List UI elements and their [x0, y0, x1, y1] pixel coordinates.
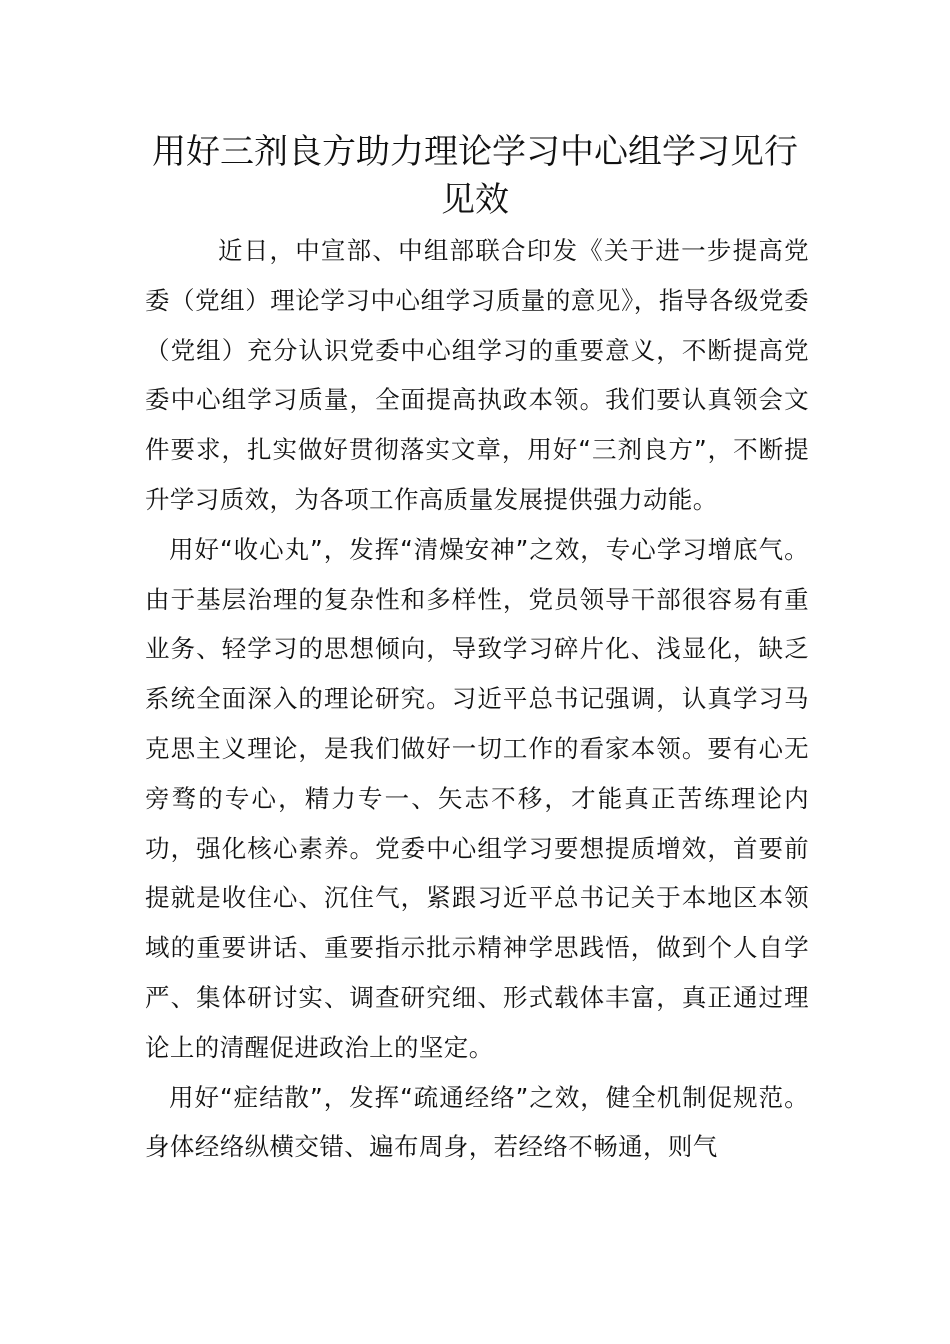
document-title: 用好三剂良方助力理论学习中心组学习见行见效	[152, 132, 798, 220]
paragraph-zhengjiesan: 用好“症结散”，发挥“疏通经络”之效，健全机制促规范。身体经络纵横交错、遍布周身，若经络不畅通，则气	[145, 1082, 809, 1162]
document-body	[145, 226, 809, 1172]
paragraph-intro: 近日，中宣部、中组部联合印发《关于进一步提高党委（党组）理论学习中心组学习质量的意见》，指导各级党委（党组）充分认识党委中心组学习的重要意义，不断提高党委中心组学习质量，全面提高执政本领。我们要认真领会文件要求，扎实做好贯彻落实文章，用好“三剂良方”，不断提升学习质效，为各项工作高质量发展提供强力动能。	[145, 236, 809, 514]
paragraph-shouxinwan: 用好“收心丸”，发挥“清燥安神”之效，专心学习增底气。由于基层治理的复杂性和多样性，党员领导干部很容易有重业务、轻学习的思想倾向，导致学习碎片化、浅显化，缺乏系统全面深入的理论研究。习近平总书记强调，认真学习马克思主义理论，是我们做好一切工作的看家本领。要有心无旁骛的专心，精力专一、矢志不移，才能真正苦练理论内功，强化核心素养。党委中心组学习要想提质增效，首要前提就是收住心、沉住气，紧跟习近平总书记关于本地区本领域的重要讲话、重要指示批示精神学思践悟，做到个人自学严、集体研讨实、调查研究细、形式载体丰富，真正通过理论上的清醒促进政治上的坚定。	[145, 534, 809, 1062]
